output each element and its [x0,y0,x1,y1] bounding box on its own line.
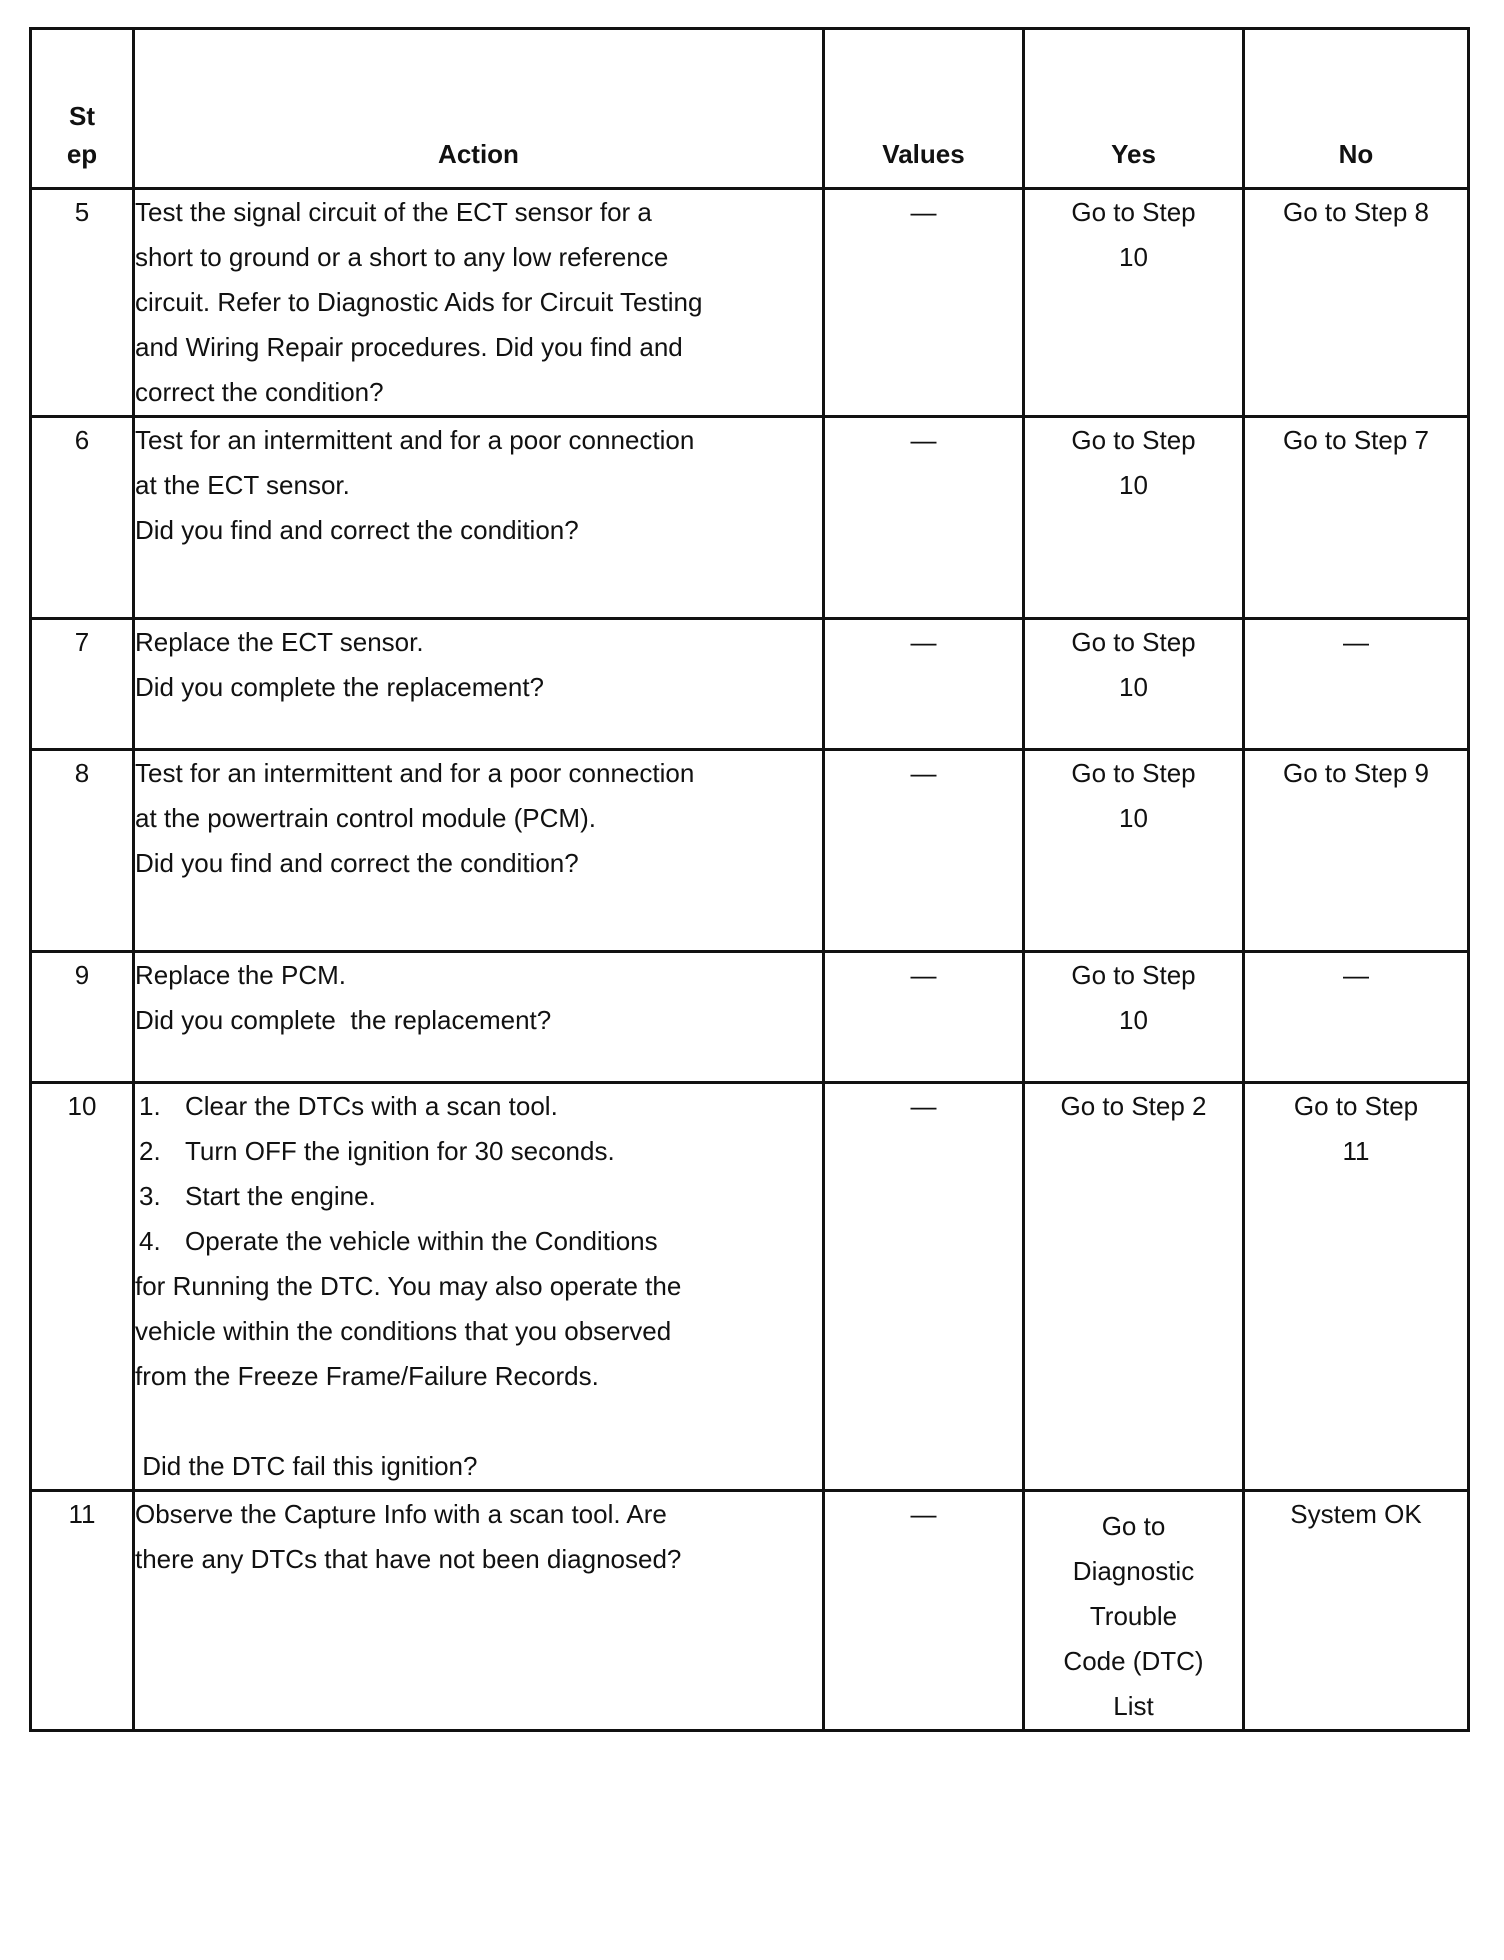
yes-cell [1024,952,1244,1083]
header-step-line: St [69,101,95,131]
action-cell [134,1491,824,1731]
spacer [135,1399,822,1444]
table-row [31,750,1469,952]
no-line: — [1343,627,1369,657]
table-row [31,1491,1469,1731]
yes-line: 10 [1119,242,1148,272]
step-number: 9 [31,952,134,1083]
no-cell [1244,952,1469,1083]
action-cell [134,417,824,619]
values-cell: — [824,417,1024,619]
diagnostic-table [29,27,1470,1732]
action-line: and Wiring Repair procedures. Did you find and [135,332,683,362]
action-cell [134,1083,824,1491]
no-cell [1244,750,1469,952]
step-number: 11 [31,1491,134,1731]
action-cell [134,952,824,1083]
yes-line: 10 [1119,1005,1148,1035]
yes-line: Trouble [1089,1601,1178,1631]
table-row [31,952,1469,1083]
yes-cell [1024,1083,1244,1491]
action-line: there any DTCs that have not been diagnosed? [135,1544,682,1574]
header-action: Action [134,29,824,189]
action-line: Test the signal circuit of the ECT sensor for a [135,197,652,227]
yes-line: Go to Step [1071,758,1196,788]
header-row [31,29,1469,189]
step-number: 6 [31,417,134,619]
step-number: 8 [31,750,134,952]
table-row [31,189,1469,417]
action-line: for Running the DTC. You may also operate the [135,1271,682,1301]
yes-cell [1024,1491,1244,1731]
no-line: — [1343,960,1369,990]
action-cell [134,619,824,750]
table-row [31,619,1469,750]
yes-line: Go to Step 2 [1060,1091,1207,1121]
yes-line: Go to Step [1071,960,1196,990]
action-list-number: 4. [139,1226,161,1256]
header-values: Values [824,29,1024,189]
action-line: Test for an intermittent and for a poor connection [135,425,695,455]
no-cell [1244,1083,1469,1491]
step-number: 7 [31,619,134,750]
action-line: correct the condition? [135,377,384,407]
header-yes: Yes [1024,29,1244,189]
values-cell: — [824,1491,1024,1731]
action-list-number: 2. [139,1136,161,1166]
yes-line: Diagnostic [1072,1556,1195,1586]
yes-line: Go to [1101,1511,1166,1541]
no-line: System OK [1290,1499,1422,1529]
action-line: Did you complete the replacement? [135,672,545,702]
action-line: Observe the Capture Info with a scan tool. Are [135,1499,667,1529]
action-line: circuit. Refer to Diagnostic Aids for Circuit Testing [135,287,703,317]
action-list-number: 3. [139,1181,161,1211]
action-line: Replace the PCM. [135,960,346,990]
action-line: short to ground or a short to any low reference [135,242,669,272]
header-step-line: ep [66,139,98,169]
yes-line: Go to Step [1071,197,1196,227]
no-line: Go to Step 7 [1283,425,1429,455]
yes-line: Code (DTC) [1063,1646,1204,1676]
action-list-text: Start the engine. [185,1181,376,1211]
no-line: Go to Step 8 [1283,197,1429,227]
action-list-number: 1. [139,1091,161,1121]
action-line: from the Freeze Frame/Failure Records. [135,1361,599,1391]
yes-line: Go to Step [1071,425,1196,455]
yes-line: 10 [1119,470,1148,500]
action-line: Did you find and correct the condition? [135,515,579,545]
action-line: Did you complete the replacement? [135,1005,552,1035]
action-list-text: Turn OFF the ignition for 30 seconds. [185,1136,615,1166]
action-list-item [135,1219,822,1264]
values-cell: — [824,189,1024,417]
step-number: 5 [31,189,134,417]
no-cell [1244,1491,1469,1731]
yes-cell [1024,750,1244,952]
header-no: No [1244,29,1469,189]
table-row [31,417,1469,619]
action-line: vehicle within the conditions that you observed [135,1316,672,1346]
yes-cell [1024,619,1244,750]
yes-line: List [1113,1691,1154,1721]
step-number: 10 [31,1083,134,1491]
no-cell [1244,189,1469,417]
yes-cell [1024,189,1244,417]
action-line: at the ECT sensor. [135,470,350,500]
action-cell [134,189,824,417]
action-list-text: Operate the vehicle within the Conditions [185,1226,658,1256]
action-line: Did you find and correct the condition? [135,848,579,878]
values-cell: — [824,952,1024,1083]
action-line: at the powertrain control module (PCM). [135,803,596,833]
no-line: 11 [1342,1136,1370,1166]
no-cell [1244,619,1469,750]
action-question: Did the DTC fail this ignition? [135,1451,478,1481]
values-cell: — [824,1083,1024,1491]
no-line: Go to Step [1293,1091,1419,1121]
header-step [31,29,134,189]
action-list-item [135,1174,822,1219]
action-cell [134,750,824,952]
values-cell: — [824,619,1024,750]
action-line: Replace the ECT sensor. [135,627,424,657]
yes-line: 10 [1119,803,1148,833]
table-row [31,1083,1469,1491]
values-cell: — [824,750,1024,952]
action-list-item [135,1129,822,1174]
action-line: Test for an intermittent and for a poor connection [135,758,695,788]
yes-cell [1024,417,1244,619]
no-cell [1244,417,1469,619]
no-line: Go to Step 9 [1283,758,1429,788]
yes-line: Go to Step [1071,627,1196,657]
yes-line: 10 [1119,672,1148,702]
action-list-item [135,1084,822,1129]
action-list-text: Clear the DTCs with a scan tool. [185,1091,558,1121]
